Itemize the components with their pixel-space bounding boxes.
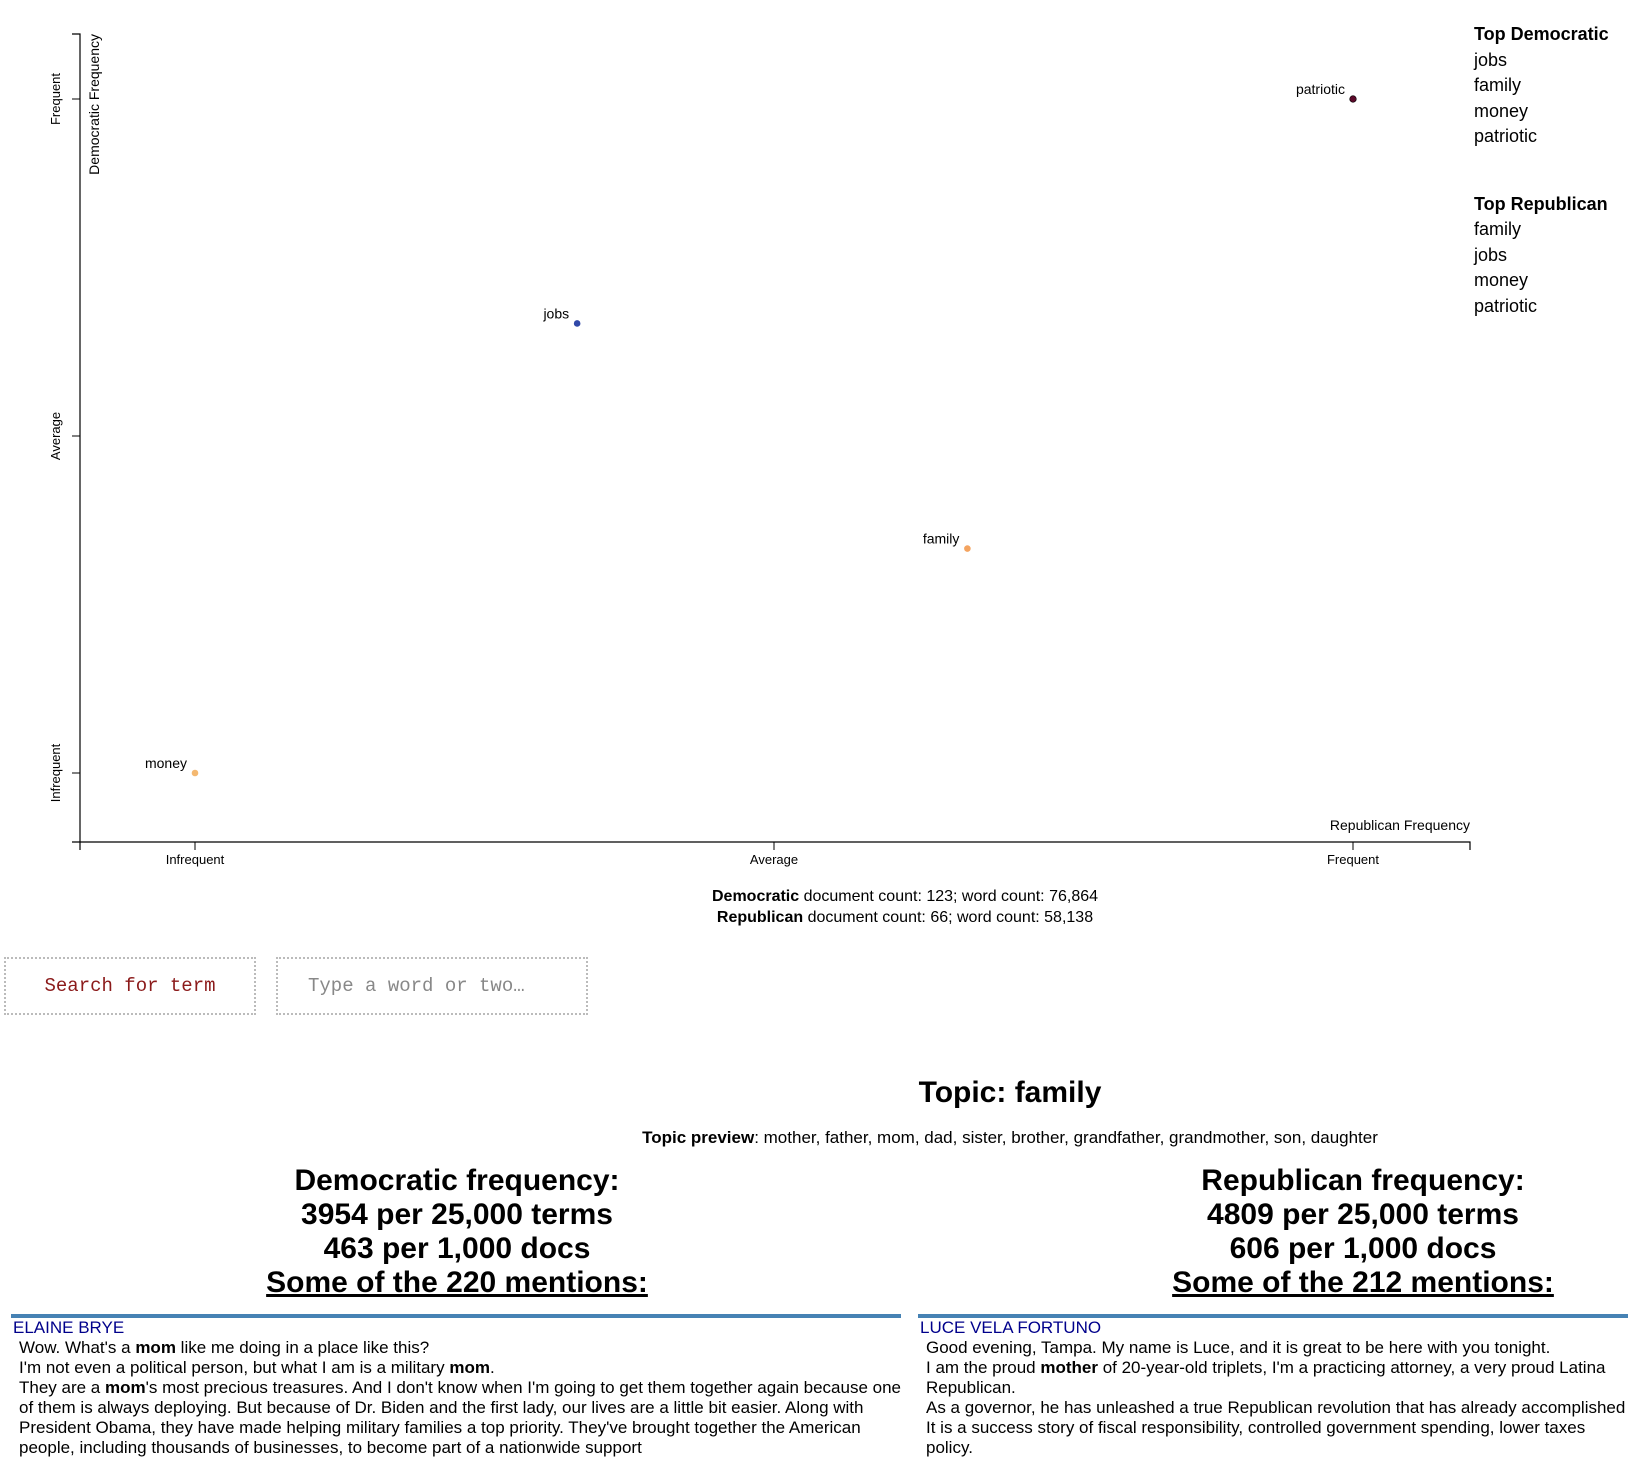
snippet-line: As a governor, he has unleashed a true Republican revolution that has already accomplished [926,1398,1626,1417]
rep-count-label: Republican [716,909,804,926]
search-input[interactable]: Type a word or two… [276,957,588,1015]
dem-count-text: document count: 123; word count: 76,864 [799,888,1099,905]
top-terms-panel [1474,22,1609,319]
top-democratic-item[interactable]: jobs [1474,49,1508,70]
topic-title: Topic: family [918,1076,1102,1109]
corpus-counts [0,886,1628,928]
rep-freq-title: Republican frequency: [1201,1164,1525,1197]
highlighted-term: mother [1040,1358,1098,1377]
highlighted-term: mom [449,1358,490,1377]
chart-points [145,81,1356,776]
snippet-line: I am the proud mother of 20-year-old triplets, I'm a practicing attorney, a very proud Latina Republican. [926,1358,1606,1397]
dem-freq-title: Democratic frequency: [294,1164,620,1197]
republican-frequency-block [906,1164,1628,1300]
chart-axes [48,34,1470,867]
y-tick-label: Average [48,411,63,461]
snippet-text [11,1338,901,1458]
y-axis-line [72,34,80,842]
top-democratic-header: Top Democratic [1474,24,1609,44]
top-republican-item[interactable]: family [1474,219,1522,239]
top-republican-item[interactable]: patriotic [1474,295,1538,316]
spacer [1474,150,1609,192]
data-point[interactable] [192,770,199,777]
top-republican-item[interactable]: money [1474,270,1529,290]
snippet-line: It is a success story of fiscal responsibility, controlled government spending, lower taxes policy. [926,1418,1586,1457]
top-democratic-item[interactable]: money [1474,100,1529,121]
data-point-label: family [922,530,960,547]
rep-count-text: document count: 66; word count: 58,138 [803,909,1094,926]
snippet-line: Wow. What's a mom like me doing in a place like this? [19,1338,430,1357]
topic-preview-text: : mother, father, mom, dad, sister, brother, grandfather, grandmother, son, daughter [754,1128,1378,1147]
data-point[interactable] [1350,96,1357,103]
top-republican-header: Top Republican [1474,193,1608,214]
data-point-label: jobs [543,305,570,322]
topic-preview [0,1128,1628,1148]
x-tick-label: Average [749,852,799,867]
snippet-speaker: ELAINE BRYE [13,1318,125,1337]
y-axis-title: Democratic Frequency [86,34,102,175]
highlighted-term: mom [105,1378,146,1397]
x-tick-label: Frequent [1326,852,1380,867]
snippet-text [918,1338,1628,1458]
x-axis-line [80,842,1470,850]
dem-mentions-heading: Some of the 220 mentions: [266,1266,648,1299]
data-point[interactable] [964,545,971,552]
y-tick-label: Frequent [48,72,63,126]
democratic-frequency-block [0,1164,914,1300]
dem-freq-per-terms: 3954 per 25,000 terms [301,1198,613,1231]
dem-freq-per-docs: 463 per 1,000 docs [323,1232,591,1265]
data-point[interactable] [574,320,581,327]
top-democratic-item[interactable]: family [1474,75,1522,95]
top-democratic-item[interactable]: patriotic [1474,126,1538,146]
snippet-line: I'm not even a political person, but what I am is a military mom. [19,1358,495,1377]
rep-mentions-heading: Some of the 212 mentions: [1172,1266,1554,1299]
data-point-label: patriotic [1295,81,1345,97]
snippet-speaker: LUCE VELA FORTUNO [920,1318,1102,1337]
data-point-label: money [144,755,187,771]
x-tick-label: Infrequent [165,852,225,867]
republican-snippet [918,1314,1628,1464]
topic-preview-label: Topic preview [642,1128,755,1147]
y-tick-label: Infrequent [48,743,63,803]
democratic-snippet [11,1314,901,1464]
search-button[interactable]: Search for term [4,957,256,1015]
dem-count-label: Democratic [711,888,800,905]
snippet-line: They are a mom's most precious treasures. And I don't know when I'm going to get them together again because one of them is always deploying. But because of Dr. Biden and the first lady, our lives are a little bit easier. Along with President Obama, they have made helping military families a top priority. They've brought together the American people, including thousands of businesses, to become part of a nationwide support [19,1378,901,1457]
rep-freq-per-docs: 606 per 1,000 docs [1229,1232,1497,1265]
snippet-line: Good evening, Tampa. My name is Luce, and it is great to be here with you tonight. [926,1338,1551,1357]
top-republican-item[interactable]: jobs [1474,244,1508,265]
x-axis-title: Republican Frequency [1329,817,1470,833]
highlighted-term: mom [135,1338,176,1357]
rep-freq-per-terms: 4809 per 25,000 terms [1207,1198,1519,1231]
